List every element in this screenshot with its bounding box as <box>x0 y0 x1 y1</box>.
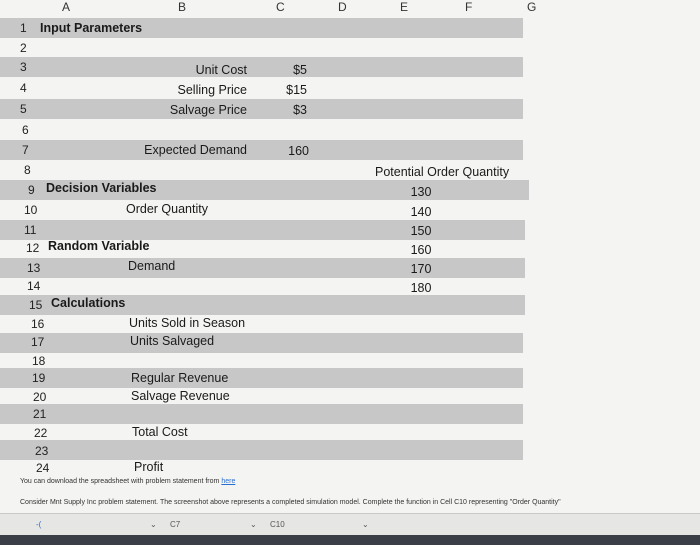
row-band-17 <box>0 333 523 353</box>
row-number-21[interactable]: 21 <box>33 407 47 421</box>
chevron-down-icon-2[interactable]: ⌄ <box>250 520 257 529</box>
calculations-heading[interactable]: Calculations <box>51 296 126 310</box>
row-band-19 <box>0 368 523 388</box>
chevron-down-icon[interactable]: ⌄ <box>150 520 157 529</box>
download-note <box>20 478 235 485</box>
expected-demand-label[interactable]: Expected Demand <box>144 143 247 157</box>
order-quantity-160[interactable]: 160 <box>410 243 432 257</box>
total-cost-label[interactable]: Total Cost <box>132 425 188 439</box>
input-parameters-heading[interactable]: Input Parameters <box>40 21 143 35</box>
column-header-a[interactable]: A <box>62 0 71 14</box>
row-number-2[interactable]: 2 <box>20 41 27 55</box>
column-header-f[interactable]: F <box>465 0 473 14</box>
instruction-note: Consider Mnt Supply Inc problem statement. The screenshot above represents a completed simulation model. Complete the function in Cell C10 representing "Order Quantity" <box>20 499 561 506</box>
salvage-price-value[interactable]: $3 <box>293 103 307 117</box>
screen-edge <box>0 535 700 545</box>
column-header-b[interactable]: B <box>178 0 187 14</box>
row-number-6[interactable]: 6 <box>22 123 29 137</box>
expected-demand-value[interactable]: 160 <box>288 144 309 158</box>
column-header-c[interactable]: C <box>276 0 285 14</box>
order-quantity-150[interactable]: 150 <box>410 224 432 238</box>
decision-variables-heading[interactable]: Decision Variables <box>46 181 157 195</box>
potential-order-quantity-header[interactable]: Potential Order Quantity <box>375 165 510 179</box>
units-salvaged-label[interactable]: Units Salvaged <box>130 334 215 348</box>
row-number-20[interactable]: 20 <box>33 390 47 404</box>
salvage-price-label[interactable]: Salvage Price <box>169 103 247 117</box>
row-number-3[interactable]: 3 <box>20 60 27 74</box>
row-number-5[interactable]: 5 <box>20 102 27 116</box>
row-number-13[interactable]: 13 <box>27 261 41 275</box>
row-band-21 <box>0 404 523 424</box>
column-header-e[interactable]: E <box>400 0 409 14</box>
row-band-13 <box>0 258 525 278</box>
download-link[interactable]: here <box>221 478 236 485</box>
row-number-11[interactable]: 11 <box>24 223 37 237</box>
order-quantity-label[interactable]: Order Quantity <box>126 202 208 216</box>
row-number-4[interactable]: 4 <box>20 81 27 95</box>
salvage-revenue-label[interactable]: Salvage Revenue <box>131 389 230 403</box>
row-number-22[interactable]: 22 <box>34 426 48 440</box>
row-number-8[interactable]: 8 <box>24 163 31 177</box>
column-header-d[interactable]: D <box>338 0 347 14</box>
regular-revenue-label[interactable]: Regular Revenue <box>131 371 229 385</box>
order-quantity-170[interactable]: 170 <box>410 262 432 276</box>
order-quantity-140[interactable]: 140 <box>410 205 432 219</box>
row-number-14[interactable]: 14 <box>27 279 41 293</box>
row-number-1[interactable]: 1 <box>20 21 27 35</box>
row-number-12[interactable]: 12 <box>26 241 40 255</box>
row-number-10[interactable]: 10 <box>24 203 38 217</box>
selling-price-value[interactable]: $15 <box>286 83 307 97</box>
row-number-23[interactable]: 23 <box>35 444 49 458</box>
row-number-16[interactable]: 16 <box>31 317 45 331</box>
row-number-18[interactable]: 18 <box>32 354 46 368</box>
cell-dropdown-c7[interactable]: C7 <box>170 520 181 529</box>
row-number-15[interactable]: 15 <box>29 298 43 312</box>
unit-cost-label[interactable]: Unit Cost <box>195 63 247 77</box>
chevron-down-icon-3[interactable]: ⌄ <box>362 520 369 529</box>
column-header-g[interactable]: G <box>527 0 537 14</box>
row-number-17[interactable]: 17 <box>31 335 45 349</box>
units-sold-label[interactable]: Units Sold in Season <box>129 316 246 330</box>
bottom-toolbar <box>0 513 700 536</box>
row-number-7[interactable]: 7 <box>22 143 29 157</box>
order-quantity-130[interactable]: 130 <box>410 185 432 199</box>
unit-cost-value[interactable]: $5 <box>293 63 307 77</box>
back-arrow-icon[interactable]: -( <box>36 520 42 529</box>
row-number-24[interactable]: 24 <box>36 461 50 475</box>
row-number-19[interactable]: 19 <box>32 371 46 385</box>
demand-label[interactable]: Demand <box>128 259 176 273</box>
random-variable-heading[interactable]: Random Variable <box>48 239 150 253</box>
row-band-11 <box>0 220 525 240</box>
selling-price-label[interactable]: Selling Price <box>177 83 247 97</box>
row-band-23 <box>0 440 523 460</box>
profit-label[interactable]: Profit <box>134 460 164 474</box>
column-header-row <box>0 0 700 16</box>
row-number-9[interactable]: 9 <box>28 183 35 197</box>
cell-dropdown-c10[interactable]: C10 <box>270 520 285 529</box>
order-quantity-180[interactable]: 180 <box>410 281 432 295</box>
download-note-text: You can download the spreadsheet with problem statement from <box>20 478 220 485</box>
